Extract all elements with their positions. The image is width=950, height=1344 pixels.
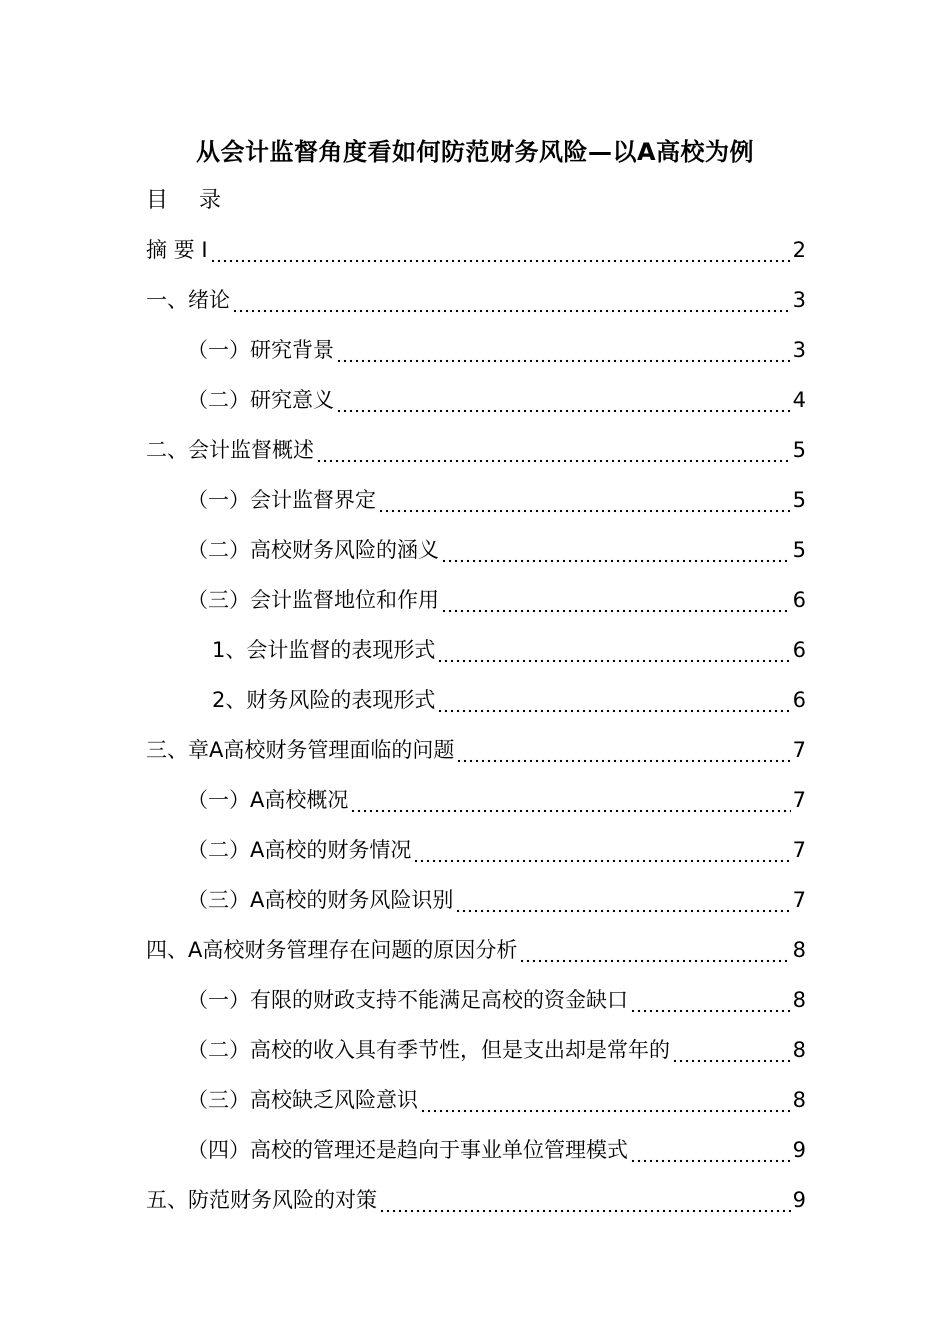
dot-leader — [232, 276, 791, 324]
toc-page-number: 5 — [792, 538, 806, 562]
dot-leader — [437, 676, 790, 724]
toc-entry-label: （一）研究背景 — [187, 338, 334, 362]
toc-entry-label: 摘 要 I — [146, 238, 208, 262]
dot-leader — [630, 976, 791, 1024]
toc-page-number: 9 — [792, 1138, 806, 1162]
toc-entry-section-2-2[interactable] — [187, 526, 806, 574]
toc-entry-section-4-1[interactable] — [187, 976, 806, 1024]
toc-entry-label: （二）研究意义 — [187, 388, 334, 412]
dot-leader — [456, 726, 790, 774]
toc-entry-label: （一）有限的财政支持不能满足高校的资金缺口 — [187, 988, 628, 1012]
toc-entry-chapter-1[interactable] — [146, 276, 806, 324]
toc-entry-section-3-2[interactable] — [187, 826, 806, 874]
toc-entry-label: 2、财务风险的表现形式 — [212, 688, 436, 712]
dot-leader — [455, 876, 790, 924]
toc-heading: 目 录 — [146, 188, 233, 213]
dot-leader — [420, 1076, 791, 1124]
toc-page-number: 3 — [792, 338, 806, 362]
toc-entry-section-2-3[interactable] — [187, 576, 806, 624]
toc-entry-subsection-2-3-1[interactable] — [212, 626, 806, 674]
dot-leader — [672, 1026, 791, 1074]
toc-entry-subsection-2-3-2[interactable] — [212, 676, 806, 724]
dot-leader — [413, 826, 790, 874]
toc-entry-section-4-2[interactable] — [187, 1026, 806, 1074]
toc-entry-section-1-2[interactable] — [187, 376, 806, 424]
dot-leader — [630, 1126, 791, 1174]
dot-leader — [210, 226, 791, 274]
toc-page-number: 6 — [792, 688, 806, 712]
dot-leader — [437, 626, 790, 674]
toc-entry-section-4-4[interactable] — [187, 1126, 806, 1174]
document-title: 从会计监督角度看如何防范财务风险—以A高校为例 — [195, 138, 755, 166]
toc-entry-label: 二、会计监督概述 — [146, 438, 314, 462]
toc-entry-label: （一）A高校概况 — [187, 788, 349, 812]
toc-entry-abstract[interactable] — [146, 226, 806, 274]
toc-page-number: 7 — [792, 738, 806, 762]
toc-entry-label: （一）会计监督界定 — [187, 488, 376, 512]
dot-leader — [441, 526, 791, 574]
dot-leader — [350, 776, 790, 824]
toc-entry-label: 一、绪论 — [146, 288, 230, 312]
toc-entry-label: （三）A高校的财务风险识别 — [187, 888, 454, 912]
dot-leader — [519, 926, 790, 974]
toc-entry-chapter-4[interactable] — [146, 926, 806, 974]
dot-leader — [336, 376, 791, 424]
toc-entry-label: （三）会计监督地位和作用 — [187, 588, 439, 612]
dot-leader — [316, 426, 791, 474]
toc-entry-label: （四）高校的管理还是趋向于事业单位管理模式 — [187, 1138, 628, 1162]
toc-entry-section-3-3[interactable] — [187, 876, 806, 924]
toc-entry-label: 1、会计监督的表现形式 — [212, 638, 436, 662]
dot-leader — [441, 576, 791, 624]
toc-page-number: 5 — [792, 488, 806, 512]
toc-entry-label: （三）高校缺乏风险意识 — [187, 1088, 418, 1112]
toc-page-number: 5 — [792, 438, 806, 462]
toc-page-number: 7 — [792, 788, 806, 812]
toc-entry-chapter-5[interactable] — [146, 1176, 806, 1224]
dot-leader — [379, 1176, 791, 1224]
toc-page-number: 4 — [792, 388, 806, 412]
toc-entry-label: （二）高校财务风险的涵义 — [187, 538, 439, 562]
toc-page-number: 8 — [792, 988, 806, 1012]
toc-entry-section-2-1[interactable] — [187, 476, 806, 524]
toc-entry-section-1-1[interactable] — [187, 326, 806, 374]
toc-page-number: 3 — [792, 288, 806, 312]
toc-entry-section-3-1[interactable] — [187, 776, 806, 824]
toc-entry-section-4-3[interactable] — [187, 1076, 806, 1124]
toc-entry-label: 四、A高校财务管理存在问题的原因分析 — [146, 938, 518, 962]
toc-page-number: 8 — [792, 1038, 806, 1062]
toc-page-number: 6 — [792, 588, 806, 612]
toc-entry-chapter-3[interactable] — [146, 726, 806, 774]
toc-entry-label: 五、防范财务风险的对策 — [146, 1188, 377, 1212]
toc-page-number: 9 — [792, 1188, 806, 1212]
dot-leader — [336, 326, 791, 374]
toc-page-number: 8 — [792, 938, 806, 962]
toc-page-number: 7 — [792, 838, 806, 862]
toc-page-number: 2 — [792, 238, 806, 262]
toc-entry-label: 三、章A高校财务管理面临的问题 — [146, 738, 455, 762]
toc-entry-label: （二）高校的收入具有季节性，但是支出却是常年的 — [187, 1038, 670, 1062]
dot-leader — [378, 476, 791, 524]
toc-entry-chapter-2[interactable] — [146, 426, 806, 474]
toc-page-number: 6 — [792, 638, 806, 662]
toc-page-number: 7 — [792, 888, 806, 912]
toc-page-number: 8 — [792, 1088, 806, 1112]
toc-entry-label: （二）A高校的财务情况 — [187, 838, 412, 862]
